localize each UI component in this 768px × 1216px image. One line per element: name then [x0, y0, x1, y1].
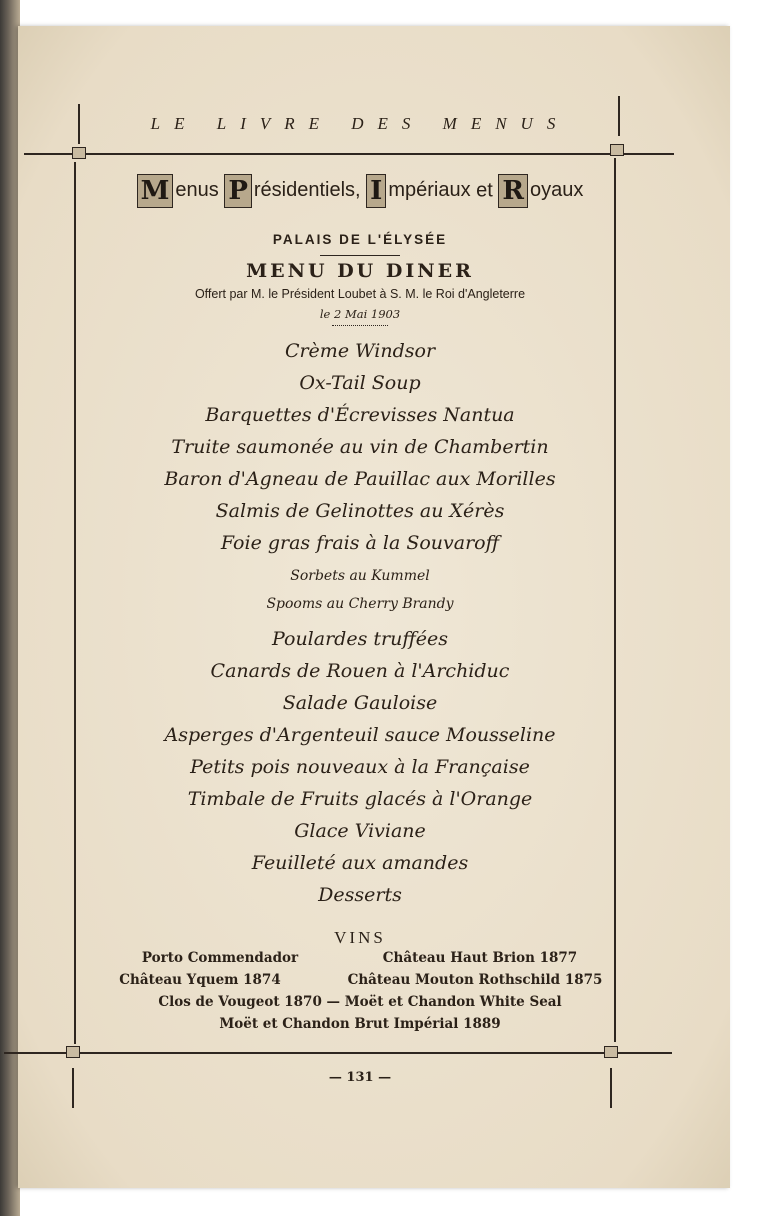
- dish-item: Canards de Rouen à l'Archiduc: [210, 660, 510, 682]
- dish-item: Spooms au Cherry Brandy: [266, 596, 454, 612]
- dish-item: Desserts: [318, 884, 402, 906]
- decorated-initial: R: [498, 174, 528, 208]
- frame-left-top-tick: [78, 104, 80, 144]
- series-word: M enus: [137, 179, 219, 201]
- dish-item: Glace Viviane: [294, 820, 426, 842]
- dish-item: Feuilleté aux amandes: [251, 852, 469, 874]
- dish-item: Ox-Tail Soup: [299, 372, 421, 394]
- corner-ornament-icon: [610, 144, 624, 156]
- running-head: LE LIVRE DES MENUS: [150, 114, 570, 133]
- series-word: P résidentiels,: [224, 179, 360, 201]
- frame-left-rule: [74, 162, 76, 1044]
- wine-item: Château Yquem 1874: [119, 972, 281, 988]
- decorated-initial: P: [224, 174, 252, 208]
- dish-item: Barquettes d'Écrevisses Nantua: [205, 404, 515, 426]
- wine-item: Château Mouton Rothschild 1875: [347, 972, 603, 988]
- dedication-line: Offert par M. le Président Loubet à S. M. le Roi d'Angleterre: [194, 287, 526, 301]
- dish-item: Petits pois nouveaux à la Française: [190, 756, 530, 778]
- dish-item: Salade Gauloise: [282, 692, 438, 714]
- frame-left-bottom-tick: [72, 1068, 74, 1108]
- corner-ornament-icon: [604, 1046, 618, 1058]
- decorated-initial: M: [137, 174, 174, 208]
- book-spine: [0, 0, 20, 1216]
- dish-item: Foie gras frais à la Souvaroff: [220, 532, 500, 554]
- decorated-initial: I: [366, 174, 386, 208]
- series-word: et: [476, 179, 493, 202]
- wine-item: Porto Commendador: [141, 950, 299, 966]
- series-word: R oyaux: [498, 179, 583, 201]
- corner-ornament-icon: [66, 1046, 80, 1058]
- venue-heading: PALAIS DE L'ÉLYSÉE: [272, 232, 448, 247]
- dish-item: Truite saumonée au vin de Chambertin: [171, 436, 549, 458]
- wine-item: Moët et Chandon Brut Impérial 1889: [219, 1016, 501, 1032]
- corner-ornament-icon: [72, 147, 86, 159]
- page-number: — 131 —: [328, 1070, 392, 1085]
- divider: [332, 325, 388, 326]
- dish-item: Asperges d'Argenteuil sauce Mousseline: [164, 724, 556, 746]
- series-word: I mpériaux: [366, 179, 470, 201]
- menu-date: le 2 Mai 1903: [319, 307, 401, 321]
- dish-item: Sorbets au Kummel: [290, 568, 430, 584]
- wine-row: [90, 1016, 630, 1036]
- dish-item: Baron d'Agneau de Pauillac aux Morilles: [164, 468, 556, 490]
- menu-title: MENU DU DINER: [246, 260, 474, 282]
- wine-row: [90, 994, 630, 1014]
- wines-heading: VINS: [334, 928, 386, 947]
- dish-item: Poulardes truffées: [271, 628, 449, 650]
- wine-item: Château Haut Brion 1877: [382, 950, 578, 966]
- dish-item: Timbale de Fruits glacés à l'Orange: [187, 788, 533, 810]
- series-title: [90, 174, 630, 208]
- dish-item: Crème Windsor: [284, 340, 436, 362]
- frame-top-rule: [24, 153, 674, 155]
- wine-row: [90, 950, 630, 970]
- frame-bottom-rule: [4, 1052, 672, 1054]
- divider: [320, 255, 400, 256]
- wine-item: Clos de Vougeot 1870 — Moët et Chandon White Seal: [158, 994, 562, 1010]
- wine-row: [90, 972, 630, 992]
- dish-item: Salmis de Gelinottes au Xérès: [215, 500, 505, 522]
